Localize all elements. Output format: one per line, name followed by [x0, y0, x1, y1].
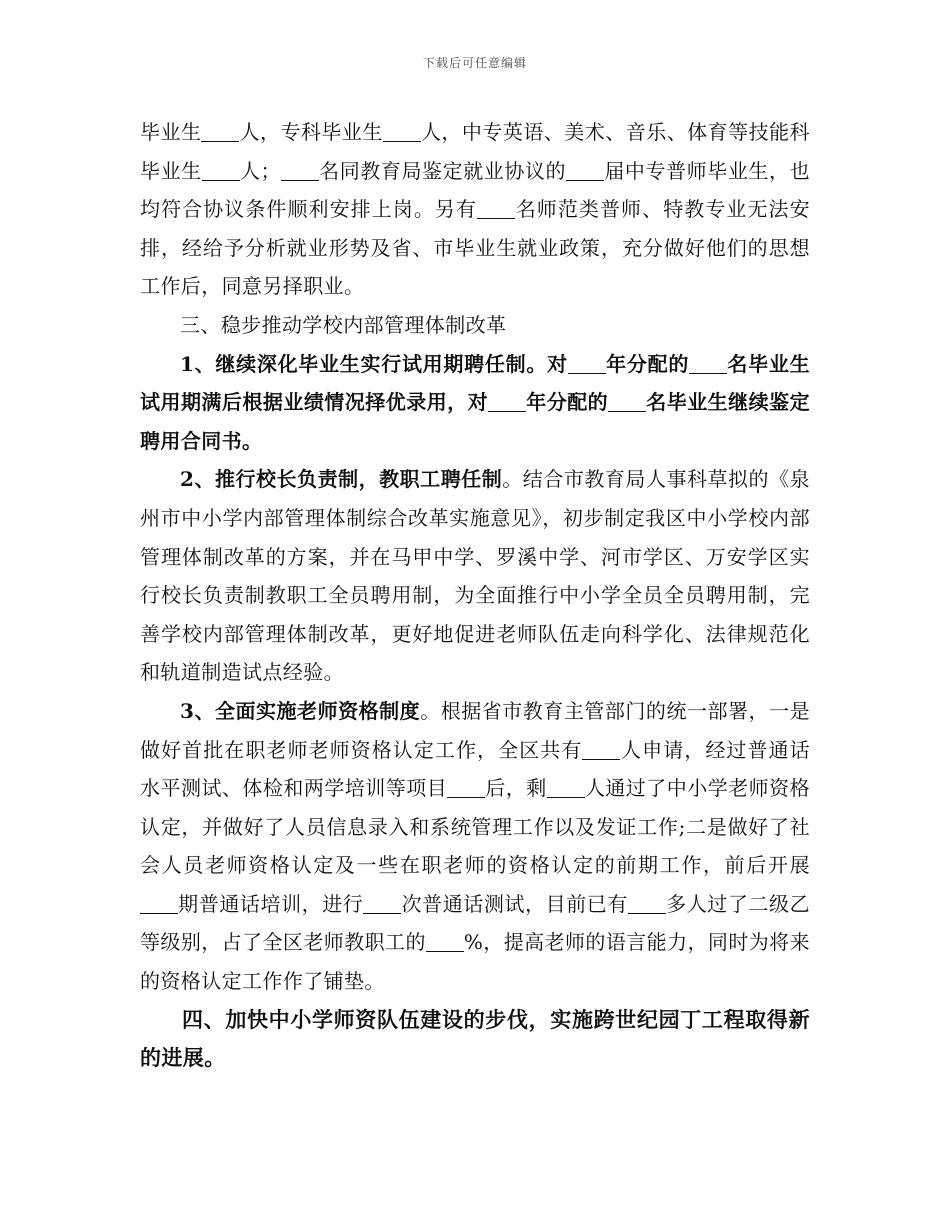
paragraph-principal: 2、推行校长负责制，教职工聘任制。结合市教育局人事科草拟的《泉州市中小学内部管理体制综合改革实施意见》，初步制定我区中小学校内部管理体制改革的方案，并在马甲中学、罗溪中学、河市学区、万安学区实行校长负责制教职工全员聘用制，为全面推行中小学全员全员聘用制，完善学校内部管理体制改革，更好地促进老师队伍走向科学化、法律规范化和轨道制造试点经验。	[140, 467, 810, 685]
blank-field	[488, 391, 526, 412]
blank-field	[628, 893, 666, 914]
blank-field	[608, 391, 646, 412]
blank-field	[582, 739, 620, 760]
blank-field	[547, 777, 585, 798]
document-body	[140, 113, 810, 1078]
blank-field	[477, 198, 515, 219]
blank-field	[202, 160, 240, 181]
blank-field	[566, 160, 604, 181]
blank-field	[383, 121, 421, 142]
blank-field	[447, 777, 485, 798]
section-heading-4: 四、加快中小学师资队伍建设的步伐，实施跨世纪园丁工程取得新的进展。	[140, 1006, 810, 1071]
page-header: 下载后可任意编辑	[422, 56, 527, 70]
blank-field	[281, 160, 319, 181]
blank-field	[689, 353, 727, 374]
paragraph-qualification: 3、全面实施老师资格制度。根据省市教育主管部门的统一部署，一是做好首批在职老师老师资格认定工作，全区共有 人申请，经过普通话水平测试、体检和两学培训等项目 后，剩 人通过了中小学老师资格认定，并做好了人员信息录入和系统管理工作以及发证工作;二是做好了社会人员老师资格认定及一些在职老师的资格认定的前期工作，前后开展期普通话培训，进行 次普通话测试，目前已有 多人过了二级乙等级别，占了全区老师教职工的 %，提高老师的语言能力，同时为将来的资格认定工作作了铺垫。	[140, 698, 811, 994]
blank-field	[140, 893, 178, 914]
blank-field	[201, 121, 239, 142]
paragraph-graduates: 毕业生 人，专科毕业生 人，中专英语、美术、音乐、体育等技能科毕业生 人； 名同教育局鉴定就业协议的 届中专普师毕业生，也均符合协议条件顺利安排上岗。另有 名师范类普师、特教专业无法安排，经给予分析就业形势及省、市毕业生就业政策，充分做好他们的思想工作后，同意另择职业。	[140, 120, 810, 299]
blank-field	[568, 353, 606, 374]
paragraph-probation: 1、继续深化毕业生实行试用期聘任制。对 年分配的 名毕业生试用期满后根据业绩情况择优录用，对 年分配的 名毕业生继续鉴定聘用合同书。	[140, 351, 811, 453]
blank-field	[426, 931, 464, 952]
section-heading-3: 三、稳步推动学校内部管理体制改革	[180, 312, 507, 337]
blank-field	[363, 893, 401, 914]
